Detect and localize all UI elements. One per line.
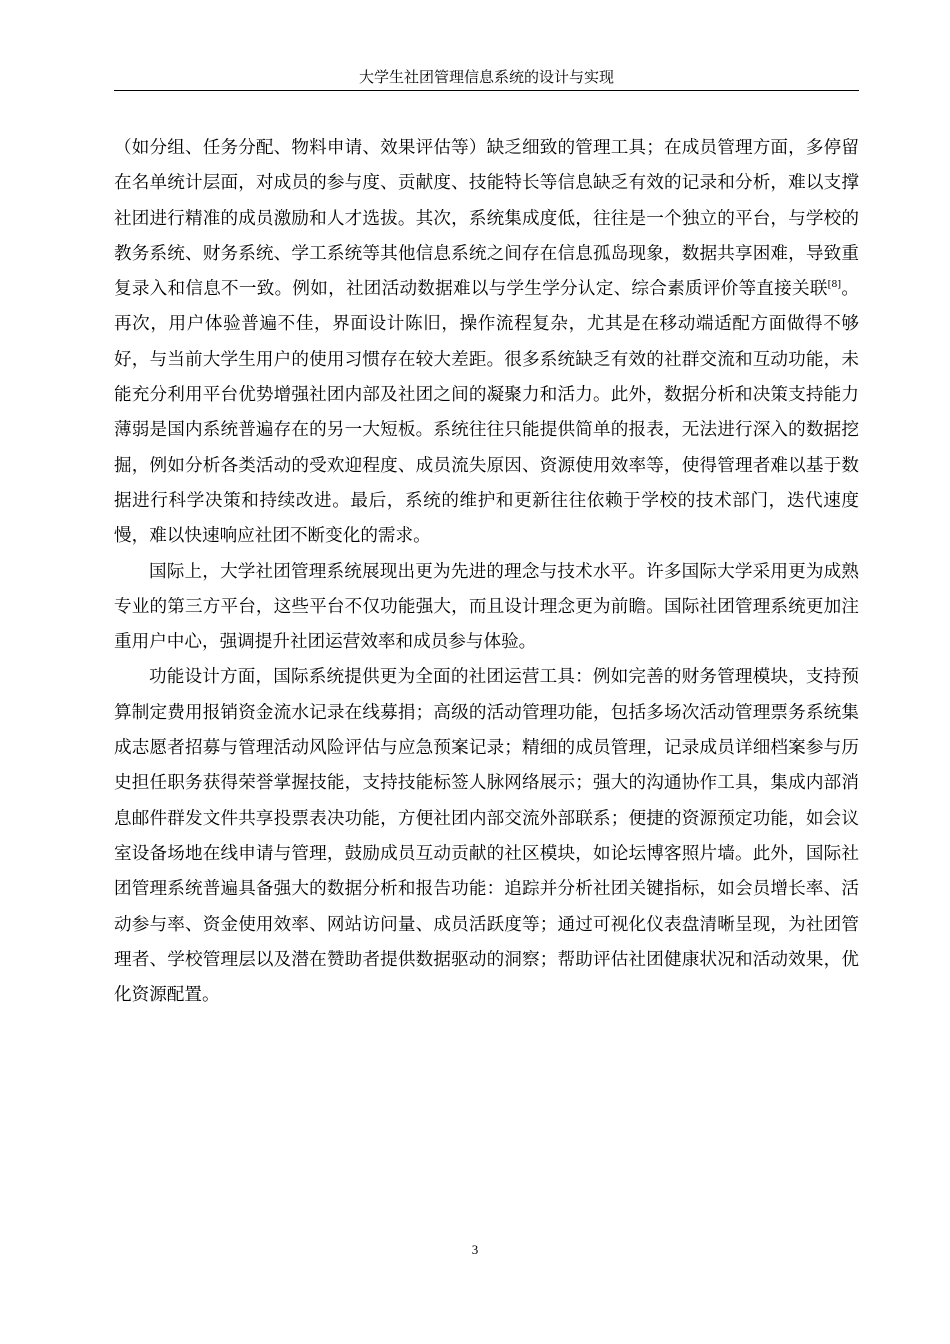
paragraph-functional-design: 功能设计方面，国际系统提供更为全面的社团运营工具：例如完善的财务管理模块，支持预算制定费用报销资金流水记录在线募捐；高级的活动管理功能，包括多场次活动管理票务系统集成志愿者招募与管理活动风险评估与应急预案记录；精细的成员管理，记录成员详细档案参与历史担任职务获得荣誉掌握技能，支持技能标签人脉网络展示；强大的沟通协作工具，集成内部消息邮件群发文件共享投票表决功能，方便社团内部交流外部联系；便捷的资源预定功能，如会议室设备场地在线申请与管理，鼓励成员互动贡献的社区模块，如论坛博客照片墙。此外，国际社团管理系统普遍具备强大的数据分析和报告功能：追踪并分析社团关键指标，如会员增长率、活动参与率、资金使用效率、网站访问量、成员活跃度等；通过可视化仪表盘清晰呈现，为社团管理者、学校管理层以及潜在赞助者提供数据驱动的洞察；帮助评估社团健康状况和活动效果，优化资源配置。	[114, 667, 859, 1006]
running-header: 大学生社团管理信息系统的设计与实现	[358, 68, 614, 86]
page-number: 3	[471, 1242, 479, 1257]
paragraph-text-before-citation: （如分组、任务分配、物料申请、效果评估等）缺乏细致的管理工具；在成员管理方面，多停留在名单统计层面，对成员的参与度、贡献度、技能特长等信息缺乏有效的记录和分析，难以支撑社团进行精准的成员激励和人才选拔。其次，系统集成度低，往往是一个独立的平台，与学校的教务系统、财务系统、学工系统等其他信息系统之间存在信息孤岛现象，数据共享困难，导致重复录入和信息不一致。例如，社团活动数据难以与学生学分认定、综合素质评价等直接关联	[114, 138, 859, 300]
paragraph-continuation	[114, 131, 859, 555]
paragraph-text-after-citation: 。再次，用户体验普遍不佳，界面设计陈旧，操作流程复杂，尤其是在移动端适配方面做得不够好，与当前大学生用户的使用习惯存在较大差距。很多系统缺乏有效的社群交流和互动功能，未能充分利用平台优势增强社团内部及社团之间的凝聚力和活力。此外，数据分析和决策支持能力薄弱是国内系统普遍存在的另一大短板。系统往往只能提供简单的报表，无法进行深入的数据挖掘，例如分析各类活动的受欢迎程度、成员流失原因、资源使用效率等，使得管理者难以基于数据进行科学决策和持续改进。最后，系统的维护和更新往往依赖于学校的技术部门，迭代速度慢，难以快速响应社团不断变化的需求。	[114, 279, 859, 547]
citation-marker: [8]	[827, 279, 842, 291]
header-divider	[114, 90, 859, 91]
document-body	[114, 131, 859, 1013]
paragraph-international-overview: 国际上，大学社团管理系统展现出更为先进的理念与技术水平。许多国际大学采用更为成熟专业的第三方平台，这些平台不仅功能强大，而且设计理念更为前瞻。国际社团管理系统更加注重用户中心，强调提升社团运营效率和成员参与体验。	[114, 561, 859, 653]
